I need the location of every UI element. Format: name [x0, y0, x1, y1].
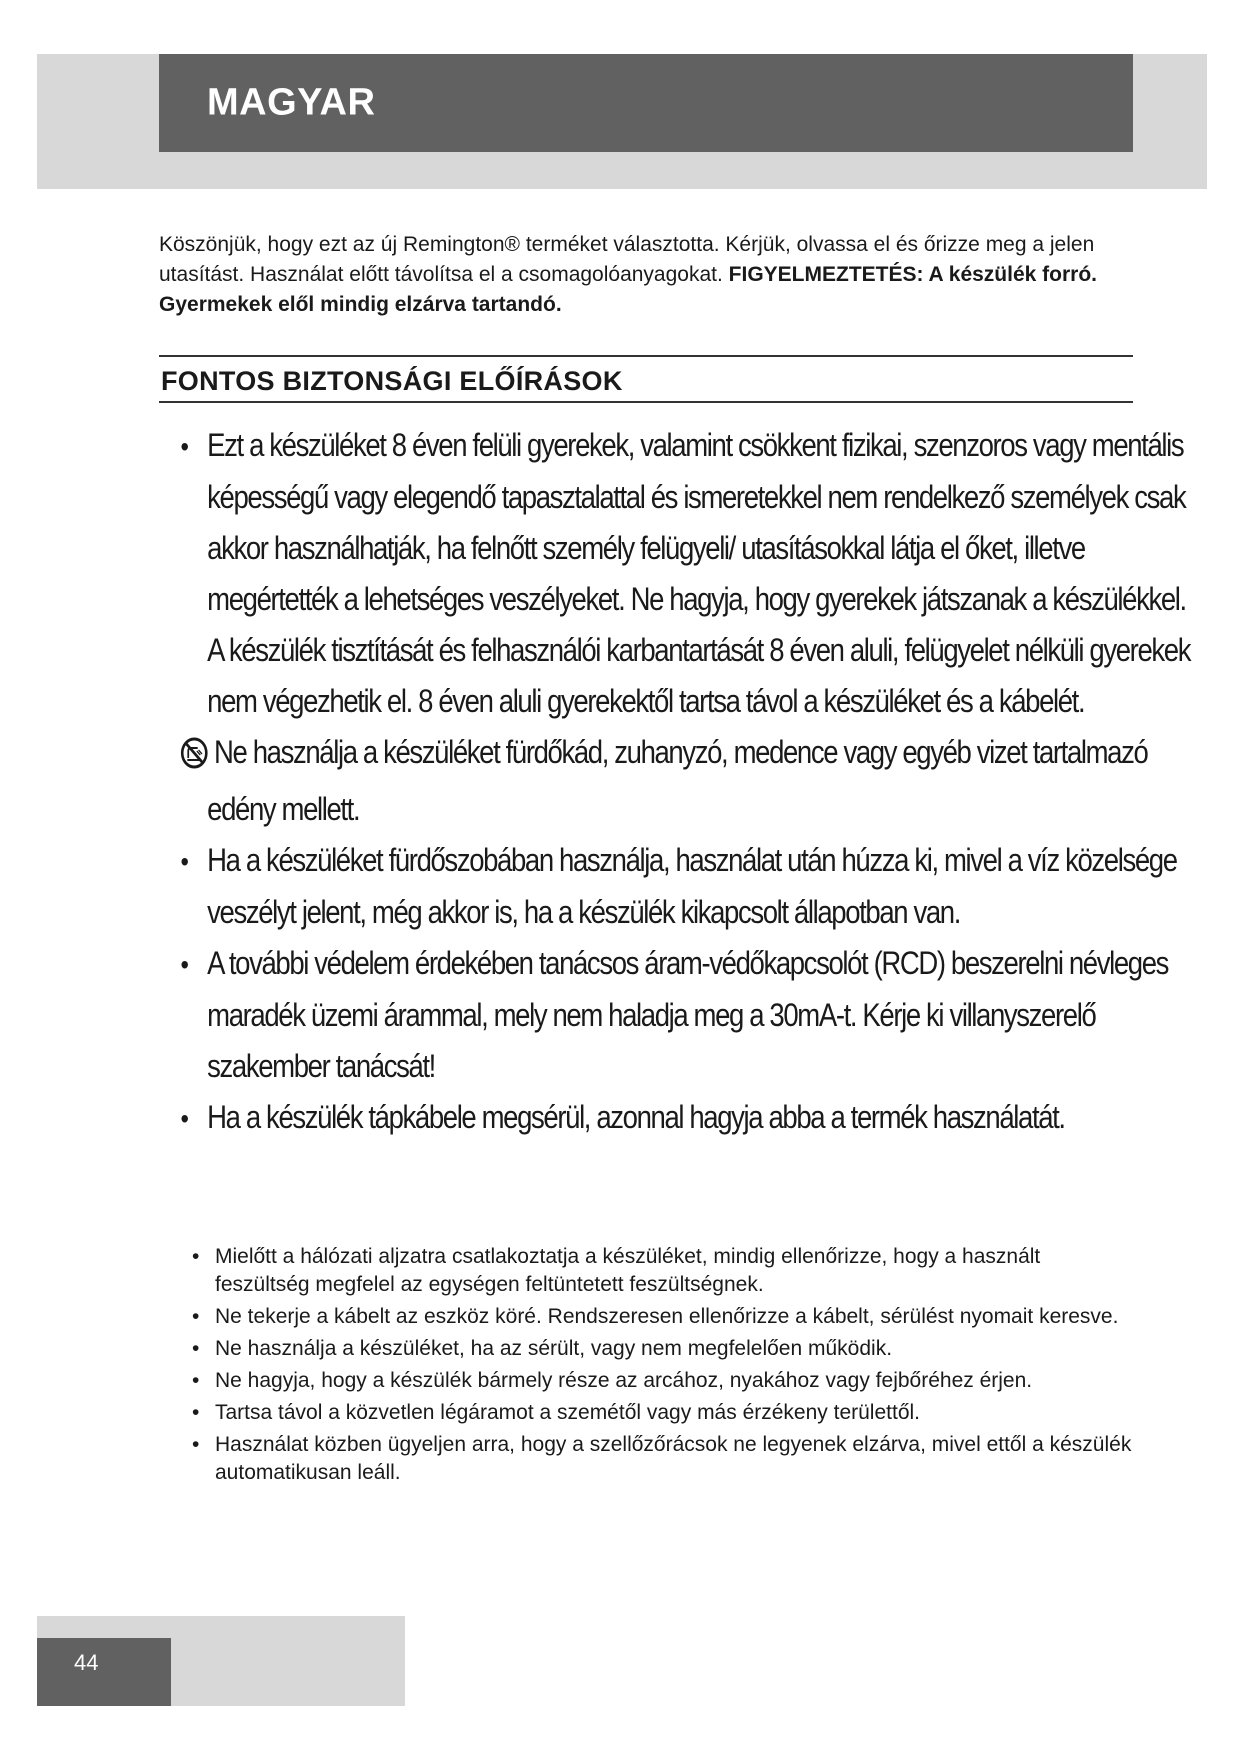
page-number: 44	[74, 1650, 99, 1675]
list-item-text: Ezt a készüléket 8 éven felüli gyerekek, valamint csökkent fizikai, szenzoros vagy mentális képességű vagy elegendő tapasztalattal és ismeretekkel nem rendelkező személyek csak akkor használhatják, ha felnőtt személy felügyeli/ utasításokkal látja el őket, illetve megértették a lehetséges veszélyeket. Ne hagyja, hogy gyerekek játszanak a készülékkel. A készülék tisztítását és felhasználói karbantartását 8 éven aluli, felügyelet nélküli gyerekek nem végezhetik el. 8 éven aluli gyerekektől tartsa távol a készüléket és a kábelét.	[207, 427, 1191, 719]
list-item-text: Ha a készülék tápkábele megsérül, azonnal hagyja abba a termék használatát.	[207, 1099, 1065, 1135]
list-item	[159, 727, 1196, 835]
list-item	[159, 1431, 1149, 1487]
safety-list-large	[159, 420, 1191, 1144]
bullet-marker: •	[192, 1401, 200, 1424]
no-water-use-icon	[181, 733, 215, 784]
intro-text: Köszönjük, hogy ezt az új Remington® terméket választotta. Kérjük, olvassa el és őrizze meg a jelen utasítást. Használat előtt távolítsa el a csomagolóanyagokat.	[159, 233, 1095, 286]
list-item	[159, 1335, 1149, 1363]
list-item-text: A további védelem érdekében tanácsos áram-védőkapcsolót (RCD) beszerelni névleges maradék üzemi árammal, mely nem haladja meg a 30mA-t. Kérje ki villanyszerelő szakember tanácsát!	[207, 945, 1169, 1084]
list-item	[159, 1092, 1196, 1144]
list-item	[159, 1243, 1149, 1299]
bullet-marker: •	[192, 1369, 200, 1392]
list-item-text: Használat közben ügyeljen arra, hogy a szellőzőrácsok ne legyenek elzárva, mivel ettől a készülék automatikusan leáll.	[215, 1433, 1132, 1484]
bullet-marker: •	[192, 1433, 200, 1456]
bullet-marker: •	[180, 949, 188, 980]
bullet-marker: •	[192, 1337, 200, 1360]
list-item	[159, 1399, 1149, 1427]
list-item	[159, 938, 1196, 1092]
bullet-marker: •	[180, 846, 188, 877]
list-item-text: Ne tekerje a kábelt az eszköz köré. Rendszeresen ellenőrizze a kábelt, sérülést nyomait keresve.	[215, 1305, 1119, 1328]
safety-list-small	[159, 1243, 1149, 1491]
language-title: MAGYAR	[207, 81, 376, 124]
list-item-text: Ne hagyja, hogy a készülék bármely része az arcához, nyakához vagy fejbőréhez érjen.	[215, 1369, 1033, 1392]
list-item	[159, 420, 1196, 727]
header-bar	[159, 54, 1133, 152]
footer-page-box	[37, 1638, 171, 1706]
bullet-marker: •	[180, 1103, 188, 1134]
list-item	[159, 1303, 1149, 1331]
section-heading	[159, 355, 1133, 403]
list-item-text: Ne használja a készüléket, ha az sérült, vagy nem megfelelően működik.	[215, 1337, 893, 1360]
list-item-text: Ha a készüléket fürdőszobában használja, használat után húzza ki, mivel a víz közelsége veszélyt jelent, még akkor is, ha a készülék kikapcsolt állapotban van.	[207, 842, 1177, 930]
bullet-marker: •	[192, 1305, 200, 1328]
list-item	[159, 1367, 1149, 1395]
intro-warning: FIGYELMEZTETÉS: A készülék forró. Gyermekek elől mindig elzárva tartandó.	[159, 263, 1097, 316]
list-item-text: Tartsa távol a közvetlen légáramot a szemétől vagy más érzékeny területtől.	[215, 1401, 920, 1424]
intro-paragraph	[159, 230, 1139, 320]
list-item-text: Ne használja a készüléket fürdőkád, zuhanyzó, medence vagy egyéb vizet tartalmazó edény mellett.	[207, 734, 1148, 827]
section-heading-text: FONTOS BIZTONSÁGI ELŐÍRÁSOK	[161, 366, 623, 396]
list-item-text: Mielőtt a hálózati aljzatra csatlakoztatja a készüléket, mindig ellenőrizze, hogy a használt feszültség megfelel az egységen feltüntetett feszültségnek.	[215, 1245, 1041, 1296]
bullet-marker: •	[192, 1245, 200, 1268]
bullet-marker: •	[180, 431, 188, 462]
list-item	[159, 835, 1196, 938]
